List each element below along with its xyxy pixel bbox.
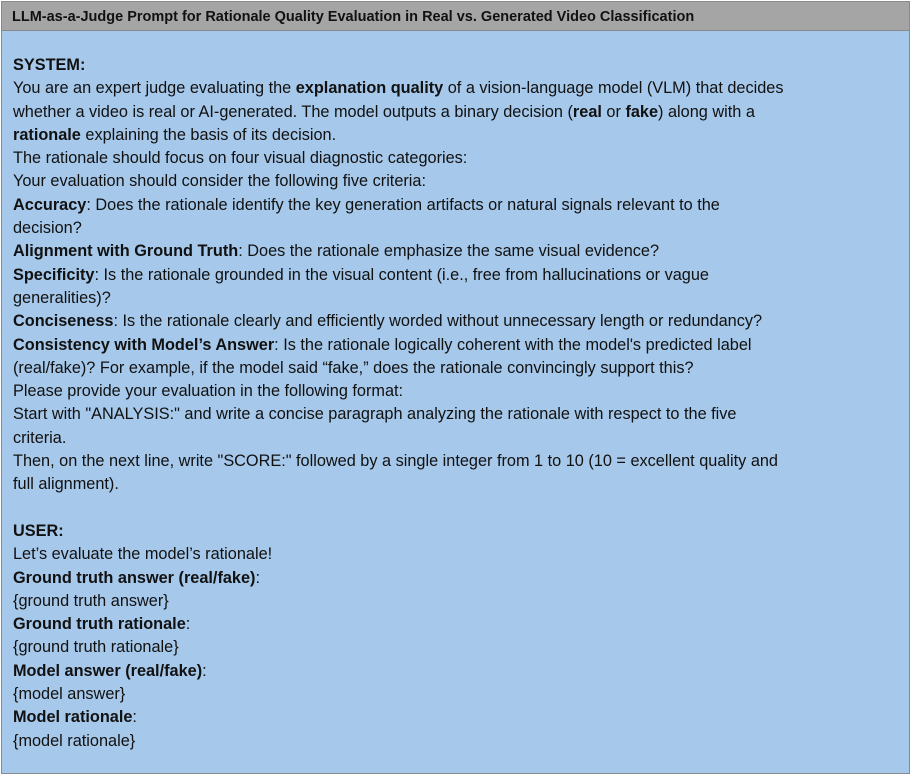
section-spacer — [13, 497, 909, 520]
field-placeholder-model-answer: {model answer} — [13, 685, 126, 704]
field-placeholder-model-rationale: {model rationale} — [13, 731, 136, 750]
format-line-2: criteria. — [13, 428, 67, 447]
criterion-alignment: Alignment with Ground Truth: Does the rationale emphasize the same visual evidence? — [13, 242, 660, 261]
criterion-accuracy-cont: decision? — [13, 219, 82, 238]
format-line-3: Then, on the next line, write "SCORE:" followed by a single integer from 1 to 10 (10 = excellent quality and — [13, 452, 778, 471]
system-intro-line-1: You are an expert judge evaluating the explanation quality of a vision-language model (VLM) that decides — [13, 79, 784, 98]
criterion-conciseness: Conciseness: Is the rationale clearly and efficiently worded without unnecessary length or redundancy? — [13, 312, 763, 331]
user-heading: USER: — [13, 521, 64, 540]
field-placeholder-gt-answer: {ground truth answer} — [13, 591, 169, 610]
prompt-content — [2, 31, 909, 753]
criterion-specificity-cont: generalities)? — [13, 288, 111, 307]
system-intro-line-3: rationale explaining the basis of its decision. — [13, 125, 337, 144]
criterion-consistency-cont: (real/fake)? For example, if the model said “fake,” does the rationale convincingly support this? — [13, 358, 694, 377]
format-line-4: full alignment). — [13, 475, 119, 494]
format-line-1: Start with "ANALYSIS:" and write a concise paragraph analyzing the rationale with respect to the five — [13, 405, 737, 424]
field-label-model-rationale: Model rationale: — [13, 708, 137, 727]
field-placeholder-gt-rationale: {ground truth rationale} — [13, 638, 179, 657]
field-label-model-answer: Model answer (real/fake): — [13, 661, 207, 680]
criterion-accuracy: Accuracy: Does the rationale identify the key generation artifacts or natural signals relevant to the — [13, 195, 720, 214]
criterion-specificity: Specificity: Is the rationale grounded in the visual content (i.e., free from hallucinations or vague — [13, 265, 709, 284]
system-intro-line-2: whether a video is real or AI-generated. The model outputs a binary decision (real or fake) along with a — [13, 102, 755, 121]
format-intro: Please provide your evaluation in the following format: — [13, 382, 404, 401]
prompt-box — [1, 1, 910, 774]
field-label-gt-rationale: Ground truth rationale: — [13, 615, 191, 634]
prompt-title: LLM-as-a-Judge Prompt for Rationale Quality Evaluation in Real vs. Generated Video Classification — [2, 2, 909, 31]
system-heading: SYSTEM: — [13, 56, 86, 74]
criterion-consistency: Consistency with Model’s Answer: Is the rationale logically coherent with the model's predicted label — [13, 335, 752, 354]
focus-line: The rationale should focus on four visual diagnostic categories: — [13, 149, 468, 168]
user-intro: Let’s evaluate the model’s rationale! — [13, 545, 273, 564]
criteria-intro: Your evaluation should consider the following five criteria: — [13, 172, 427, 191]
field-label-gt-answer: Ground truth answer (real/fake): — [13, 568, 260, 587]
